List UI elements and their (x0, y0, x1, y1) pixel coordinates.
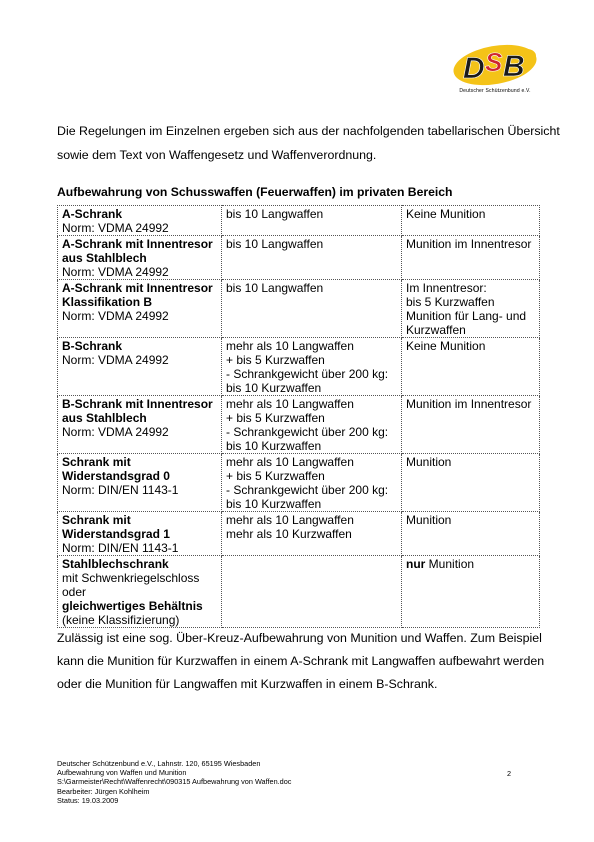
cell-line (62, 613, 217, 627)
section-title: Aufbewahrung von Schusswaffen (Feuerwaffen) im privaten Bereich (57, 185, 453, 199)
table-cell (402, 236, 540, 280)
page-footer (57, 759, 291, 805)
cell-text: Widerstandsgrad 0 (62, 469, 170, 483)
cell-text: Stahlblechschrank (62, 557, 169, 571)
cell-line (62, 265, 217, 279)
table-row (58, 338, 540, 396)
cell-text: B-Schrank (62, 339, 123, 353)
cell-line (406, 309, 535, 323)
cell-text: Norm: DIN/EN 1143-1 (62, 541, 179, 555)
cell-line (62, 541, 217, 555)
cell-line (226, 411, 397, 425)
table-row (58, 512, 540, 556)
cell-line (62, 281, 217, 295)
table-cell (58, 396, 222, 454)
cell-text: Schrank mit (62, 513, 131, 527)
cell-text: gleichwertiges Behältnis (62, 599, 203, 613)
cell-line (406, 513, 535, 527)
cell-text: Schrank mit (62, 455, 131, 469)
cell-line (406, 557, 535, 571)
cell-line (226, 513, 397, 527)
intro-line: sowie dem Text von Waffengesetz und Waffenverordnung. (57, 148, 377, 162)
cell-text: + bis 5 Kurzwaffen (226, 411, 325, 425)
cell-line (62, 571, 217, 585)
cell-text: bis 10 Langwaffen (226, 281, 324, 295)
intro-paragraph (57, 119, 560, 167)
cell-line (226, 527, 397, 541)
cell-line (226, 497, 397, 511)
table-cell (402, 206, 540, 236)
table-cell (58, 236, 222, 280)
cell-text: bis 10 Kurzwaffen (226, 439, 322, 453)
outro-line: Zulässig ist eine sog. Über-Kreuz-Aufbewahrung von Munition und Waffen. Zum Beispiel (57, 631, 542, 645)
cell-text: bis 10 Kurzwaffen (226, 381, 322, 395)
cell-line (226, 353, 397, 367)
table-cell (402, 396, 540, 454)
outro-line: kann die Munition für Kurzwaffen in einem A-Schrank mit Langwaffen aufbewahrt werden (57, 654, 545, 668)
cell-text: mit Schwenkriegelschloss (62, 571, 200, 585)
cell-text: mehr als 10 Kurzwaffen (226, 527, 352, 541)
footer-line: Deutscher Schützenbund e.V., Lahnstr. 120, 65195 Wiesbaden (57, 759, 261, 768)
cell-line (406, 207, 535, 221)
cell-line (62, 237, 217, 251)
table-cell (222, 512, 402, 556)
cell-line (62, 309, 217, 323)
intro-line: Die Regelungen im Einzelnen ergeben sich aus der nachfolgenden tabellarischen Übersicht (57, 124, 560, 138)
cell-line (226, 425, 397, 439)
cell-line (62, 469, 217, 483)
footer-line: Status: 19.03.2009 (57, 795, 119, 805)
outro-paragraph (57, 627, 547, 696)
cell-text: A-Schrank mit Innentresor (62, 237, 213, 251)
cell-text: Kurzwaffen (406, 323, 466, 337)
cell-line (62, 353, 217, 367)
table-cell (58, 280, 222, 338)
table-cell (58, 206, 222, 236)
cell-line (62, 425, 217, 439)
table-cell (222, 556, 402, 628)
footer-line: Aufbewahrung von Waffen und Munition (57, 768, 187, 778)
table-cell (58, 512, 222, 556)
cell-text: Keine Munition (406, 339, 486, 353)
cell-text: Munition für Lang- und (406, 309, 527, 323)
table-cell (58, 454, 222, 512)
cell-line (226, 483, 397, 497)
cell-text: mehr als 10 Langwaffen (226, 513, 354, 527)
cell-text: bis 10 Langwaffen (226, 237, 324, 251)
cell-line (226, 455, 397, 469)
page-number: 2 (507, 769, 512, 778)
cell-line (226, 397, 397, 411)
cell-text: (keine Klassifizierung) (62, 613, 180, 627)
cell-text: A-Schrank (62, 207, 123, 221)
cell-line (62, 513, 217, 527)
cell-text: Munition im Innentresor (406, 237, 532, 251)
table-cell (58, 556, 222, 628)
table-cell (222, 280, 402, 338)
cell-text: nur (406, 557, 426, 571)
cell-line (62, 483, 217, 497)
cell-text: aus Stahlblech (62, 411, 147, 425)
cell-text: Munition (406, 455, 452, 469)
cell-text: Im Innentresor: (406, 281, 487, 295)
svg-text:S: S (485, 47, 503, 77)
cell-line (62, 527, 217, 541)
cell-line (226, 367, 397, 381)
table-cell (222, 454, 402, 512)
svg-text:D: D (463, 52, 485, 85)
cell-text: A-Schrank mit Innentresor (62, 281, 213, 295)
cell-text: - Schrankgewicht über 200 kg: (226, 483, 389, 497)
cell-line (406, 339, 535, 353)
cell-text: bis 5 Kurzwaffen (406, 295, 495, 309)
cell-line (62, 251, 217, 265)
table-cell (402, 454, 540, 512)
cell-line (406, 281, 535, 295)
cell-line (226, 281, 397, 295)
cell-text: Norm: VDMA 24992 (62, 221, 169, 235)
cell-text: Norm: VDMA 24992 (62, 425, 169, 439)
cell-line (226, 237, 397, 251)
cell-text: mehr als 10 Langwaffen (226, 455, 354, 469)
cell-text: Klassifikation B (62, 295, 153, 309)
cell-text: Norm: VDMA 24992 (62, 265, 169, 279)
cell-text: aus Stahlblech (62, 251, 147, 265)
table-cell (402, 280, 540, 338)
table-row (58, 206, 540, 236)
footer-line: Bearbeiter: Jürgen Kohlheim (57, 786, 150, 796)
footer-line: S:\Garmeister\Recht\Waffenrecht\090315 Aufbewahrung von Waffen.doc (57, 777, 292, 787)
cell-line (62, 585, 217, 599)
cell-text: mehr als 10 Langwaffen (226, 339, 354, 353)
cell-line (226, 439, 397, 453)
cell-text: mehr als 10 Langwaffen (226, 397, 354, 411)
storage-table (57, 205, 540, 628)
cell-text: Norm: DIN/EN 1143-1 (62, 483, 179, 497)
cell-text: bis 10 Langwaffen (226, 207, 324, 221)
table-cell (222, 236, 402, 280)
table-body (58, 206, 540, 628)
table-cell (402, 338, 540, 396)
cell-text: Norm: VDMA 24992 (62, 309, 169, 323)
cell-text: Munition (406, 513, 452, 527)
cell-line (226, 207, 397, 221)
cell-text: Keine Munition (406, 207, 486, 221)
cell-text: oder (62, 585, 87, 599)
cell-line (226, 381, 397, 395)
table-cell (222, 396, 402, 454)
cell-line (62, 295, 217, 309)
cell-text: Norm: VDMA 24992 (62, 353, 169, 367)
cell-line (62, 221, 217, 235)
cell-line (406, 237, 535, 251)
outro-line: oder die Munition für Langwaffen mit Kurzwaffen in einem B-Schrank. (57, 677, 438, 691)
table-row (58, 454, 540, 512)
cell-text: + bis 5 Kurzwaffen (226, 353, 325, 367)
cell-line (406, 397, 535, 411)
cell-line (406, 323, 535, 337)
table-cell (402, 512, 540, 556)
cell-text: bis 10 Kurzwaffen (226, 497, 322, 511)
table-cell (58, 338, 222, 396)
table-row (58, 280, 540, 338)
table-row (58, 236, 540, 280)
logo-caption: Deutscher Schützenbund e.V. (459, 88, 531, 94)
cell-line (226, 469, 397, 483)
cell-line (62, 411, 217, 425)
cell-text: - Schrankgewicht über 200 kg: (226, 425, 389, 439)
cell-line (406, 455, 535, 469)
cell-text: Widerstandsgrad 1 (62, 527, 170, 541)
table-row (58, 556, 540, 628)
cell-line (62, 339, 217, 353)
table-cell (222, 338, 402, 396)
cell-text: + bis 5 Kurzwaffen (226, 469, 325, 483)
svg-text:B: B (503, 50, 525, 83)
cell-line (62, 207, 217, 221)
cell-line (62, 557, 217, 571)
cell-line (62, 599, 217, 613)
cell-text: Munition im Innentresor (406, 397, 532, 411)
cell-text: - Schrankgewicht über 200 kg: (226, 367, 389, 381)
cell-line (406, 295, 535, 309)
cell-text: Munition (425, 557, 475, 571)
table-row (58, 396, 540, 454)
cell-line (62, 455, 217, 469)
cell-line (226, 339, 397, 353)
cell-text: B-Schrank mit Innentresor (62, 397, 213, 411)
table-cell (402, 556, 540, 628)
table-cell (222, 206, 402, 236)
cell-line (62, 397, 217, 411)
